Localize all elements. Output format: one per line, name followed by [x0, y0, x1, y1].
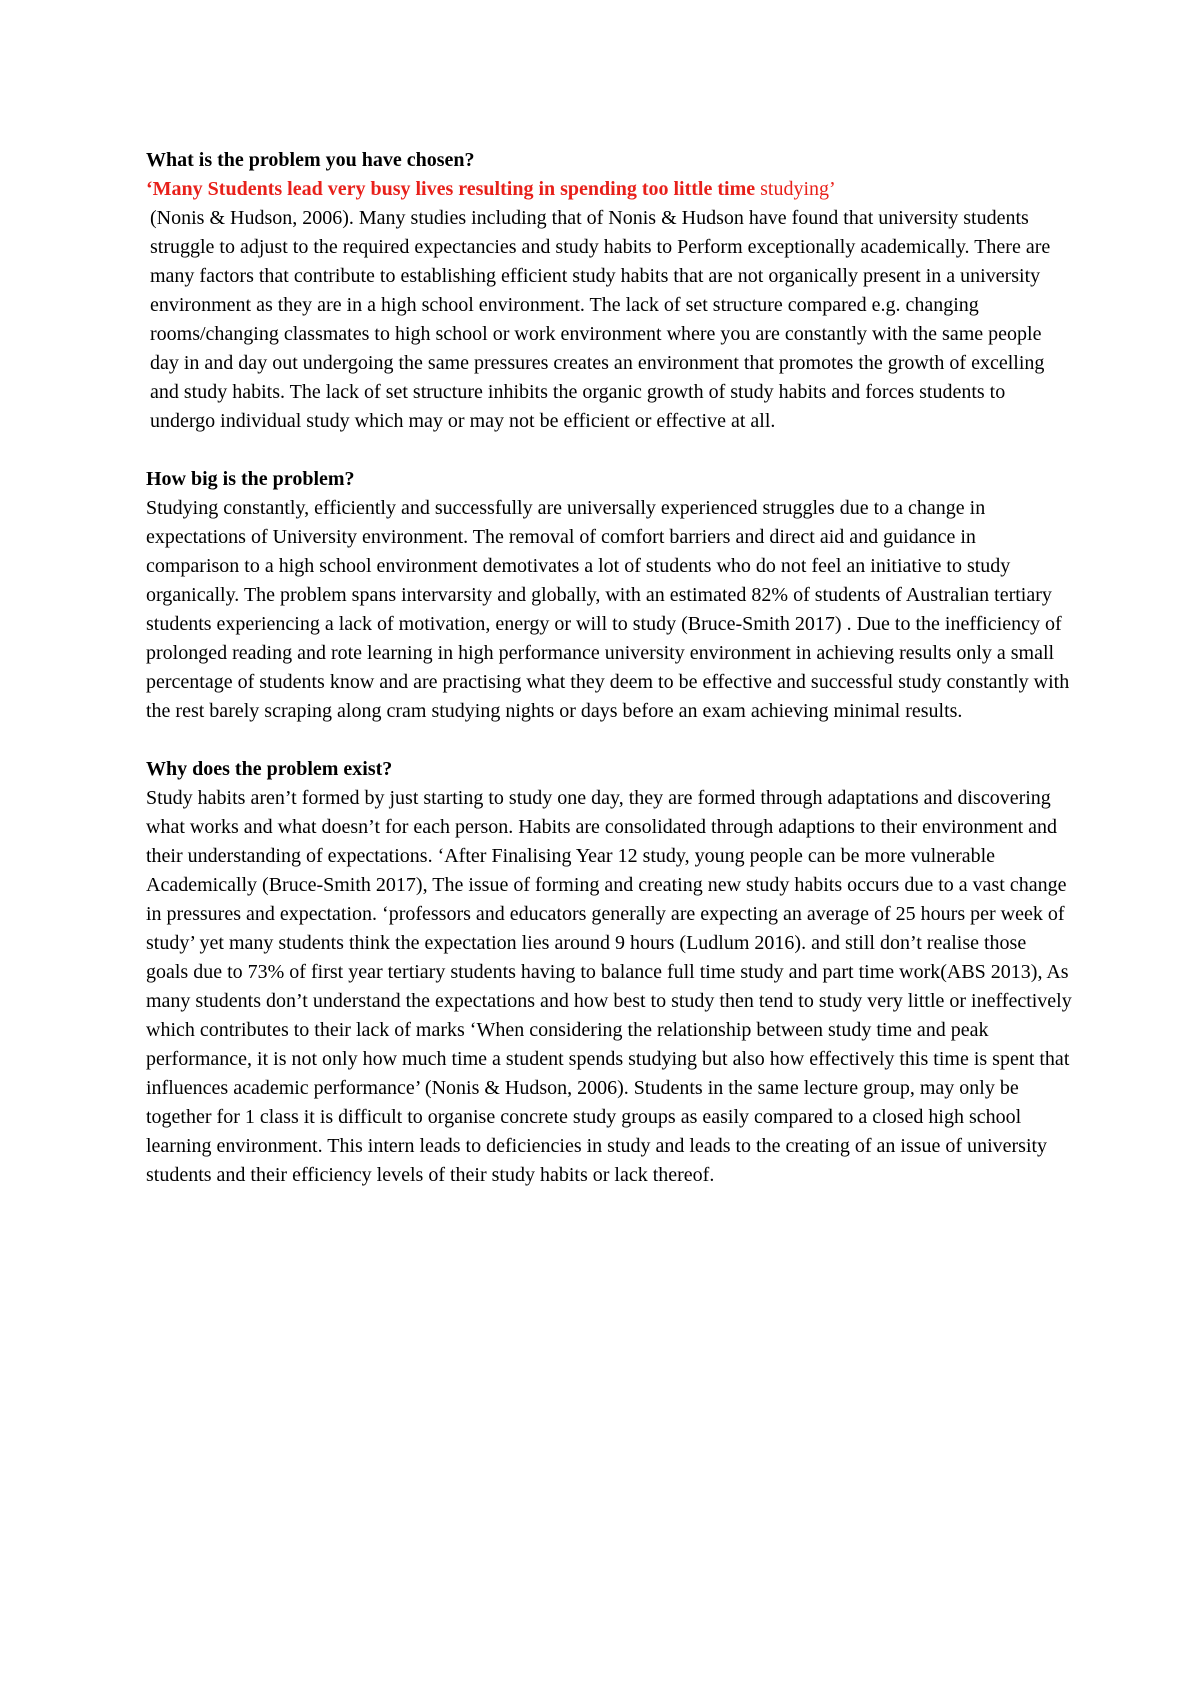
section-body: Studying constantly, efficiently and successfully are universally experienced struggles due to a change in expectations of University environment. The removal of comfort barriers and direct aid and guidance in comparison to a high school environment demotivates a lot of students who do not feel an initiative to study organically. The problem spans intervarsity and globally, with an estimated 82% of students of Australian tertiary students experiencing a lack of motivation, energy or will to study (Bruce-Smith 2017) . Due to the inefficiency of prolonged reading and rote learning in high performance university environment in achieving results only a small percentage of students know and are practising what they deem to be effective and successful study constantly with the rest barely scraping along cram studying nights or days before an exam achieving minimal results.	[146, 497, 1070, 722]
section-problem-chosen	[146, 146, 1072, 436]
section-body: (Nonis & Hudson, 2006). Many studies including that of Nonis & Hudson have found that university students struggle to adjust to the required expectancies and study habits to Perform exceptionally academically. There are many factors that contribute to establishing efficient study habits that are not organically present in a university environment as they are in a high school environment. The lack of set structure compared e.g. changing rooms/changing classmates to high school or work environment where you are constantly with the same people day in and day out undergoing the same pressures creates an environment that promotes the growth of excelling and study habits. The lack of set structure inhibits the organic growth of study habits and forces students to undergo individual study which may or may not be efficient or effective at all.	[150, 207, 1051, 432]
section-body: Study habits aren’t formed by just starting to study one day, they are formed through adaptations and discovering what works and what doesn’t for each person. Habits are consolidated through adaptions to their environment and their understanding of expectations. ‘After Finalising Year 12 study, young people can be more vulnerable Academically (Bruce-Smith 2017), The issue of forming and creating new study habits occurs due to a vast change in pressures and expectation. ‘professors and educators generally are expecting an average of 25 hours per week of study’ yet many students think the expectation lies around 9 hours (Ludlum 2016). and still don’t realise those goals due to 73% of first year tertiary students having to balance full time study and part time work(ABS 2013), As many students don’t understand the expectations and how best to study then tend to study very little or ineffectively which contributes to their lack of marks ‘When considering the relationship between study time and peak performance, it is not only how much time a student spends studying but also how effectively this time is spent that influences academic performance’ (Nonis & Hudson, 2006). Students in the same lecture group, may only be together for 1 class it is difficult to organise concrete study groups as easily compared to a closed high school learning environment. This intern leads to deficiencies in study and leads to the creating of an issue of university students and their efficiency levels of their study habits or lack thereof.	[146, 787, 1072, 1186]
section-heading: Why does the problem exist?	[146, 758, 393, 780]
section-problem-size	[146, 465, 1072, 726]
section-problem-cause	[146, 755, 1072, 1190]
problem-quote	[146, 175, 1072, 204]
problem-quote-normal: studying’	[760, 178, 836, 200]
section-heading: How big is the problem?	[146, 468, 355, 490]
section-heading: What is the problem you have chosen?	[146, 149, 475, 171]
problem-quote-bold: ‘Many Students lead very busy lives resulting in spending too little time	[146, 178, 761, 200]
